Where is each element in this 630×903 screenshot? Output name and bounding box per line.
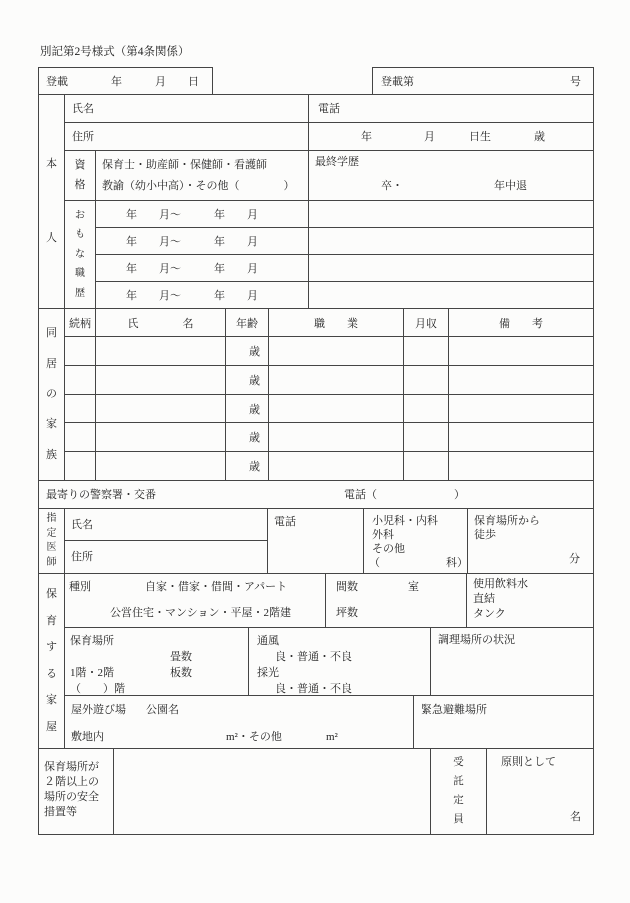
doctor-name-label: 氏名 xyxy=(71,519,93,531)
house-rooms-cell xyxy=(325,573,467,628)
house-section-char: 保 xyxy=(46,588,57,601)
house-section-label xyxy=(38,573,65,749)
person-phone-label: 電話 xyxy=(318,103,340,115)
registration-date-placeholder: 年 月 日 xyxy=(111,76,199,88)
family-income-cell xyxy=(403,365,449,395)
house-place-cell xyxy=(64,627,249,696)
doctor-section-char: 師 xyxy=(46,557,57,569)
career-period-text: 年 月～ 年 月 xyxy=(126,290,258,302)
doctor-dept-line2: 外科 xyxy=(372,529,394,541)
person-section-char: 本 xyxy=(46,157,57,170)
emergency-cell xyxy=(413,695,594,749)
doctor-section-char: 医 xyxy=(46,542,57,554)
floor-paren-label: （ ）階 xyxy=(70,683,125,695)
family-col-income xyxy=(403,308,449,337)
family-job-cell xyxy=(268,451,404,481)
education-cell xyxy=(308,150,594,201)
family-note-cell xyxy=(448,422,594,452)
doctor-distance-line1: 保育場所から xyxy=(474,515,540,527)
house-section-char: す xyxy=(46,641,57,654)
capacity-label-char: 託 xyxy=(453,775,464,787)
house-kitchen-cell xyxy=(430,627,594,696)
light-label: 採光 xyxy=(257,667,279,679)
safety-label-cell xyxy=(38,748,114,835)
police-station-cell xyxy=(38,480,594,509)
family-note-cell xyxy=(448,365,594,395)
career-section-label xyxy=(64,200,96,309)
career-period-text: 年 月～ 年 月 xyxy=(126,263,258,275)
capacity-principle-label: 原則として xyxy=(501,756,556,768)
qualification-line2: 教諭（幼小中高）・その他（ ） xyxy=(102,180,295,192)
family-col-age-label: 年齢 xyxy=(236,317,258,330)
family-age-unit: 歳 xyxy=(249,375,260,387)
capacity-label-char: 員 xyxy=(453,813,464,825)
family-job-cell xyxy=(268,365,404,395)
registration-number-box xyxy=(372,67,594,95)
kitchen-label: 調理場所の状況 xyxy=(438,634,515,646)
family-col-name-label: 氏 名 xyxy=(127,317,194,330)
career-detail-cell xyxy=(308,200,594,228)
house-type-label: 種別 xyxy=(69,581,91,593)
career-detail-cell xyxy=(308,254,594,282)
capacity-label-cell xyxy=(430,748,487,835)
career-label-char: 歴 xyxy=(75,287,85,299)
vent-options: 良・普通・不良 xyxy=(275,651,352,663)
birth-month-label: 月 xyxy=(424,131,435,143)
doctor-address-label: 住所 xyxy=(71,551,93,563)
doctor-section-char: 指 xyxy=(46,512,57,524)
registration-number-unit: 号 xyxy=(570,76,581,88)
family-age-cell xyxy=(225,336,269,366)
family-income-cell xyxy=(403,422,449,452)
family-col-note xyxy=(448,308,594,337)
qualification-label xyxy=(64,150,96,201)
family-note-cell xyxy=(448,394,594,423)
family-section-char: 家 xyxy=(46,418,57,431)
family-relation-cell xyxy=(64,336,96,366)
career-period-text: 年 月～ 年 月 xyxy=(126,209,258,221)
house-water-cell xyxy=(466,573,594,628)
water-direct-label: 直結 xyxy=(473,593,495,605)
house-section-char: 屋 xyxy=(46,720,57,733)
family-col-note-label: 備 考 xyxy=(499,317,543,330)
person-phone-cell xyxy=(308,94,594,123)
family-section-char: 族 xyxy=(46,448,57,461)
qualification-label-char: 格 xyxy=(74,179,86,191)
house-type-cell xyxy=(64,573,326,628)
family-col-job-label: 職 業 xyxy=(314,317,358,330)
family-age-unit: 歳 xyxy=(249,461,260,473)
age-unit-label: 歳 xyxy=(534,131,545,143)
sqm-other-label: m²・その他 xyxy=(226,731,282,743)
police-station-label: 最寄りの警察署・交番 xyxy=(46,489,156,501)
family-age-cell xyxy=(225,422,269,452)
family-col-income-label: 月収 xyxy=(415,317,437,330)
career-period-cell xyxy=(95,254,309,282)
person-section-char: 人 xyxy=(46,232,57,245)
family-section-char: の xyxy=(46,387,57,400)
place-label: 保育場所 xyxy=(70,635,114,647)
emergency-label: 緊急避難場所 xyxy=(421,704,487,716)
education-grad-label: 卒・ xyxy=(381,180,403,192)
park-label: 公園名 xyxy=(146,704,179,716)
family-note-cell xyxy=(448,451,594,481)
capacity-label-char: 受 xyxy=(453,756,464,768)
family-section-char: 居 xyxy=(46,357,57,370)
registration-date-box xyxy=(38,67,213,95)
board-label: 板数 xyxy=(170,667,192,679)
family-age-unit: 歳 xyxy=(249,432,260,444)
birth-year-label: 年 xyxy=(361,131,372,143)
career-detail-cell xyxy=(308,227,594,255)
house-vent-cell xyxy=(248,627,431,696)
family-job-cell xyxy=(268,394,404,423)
qualification-line1: 保育士・助産師・保健師・看護師 xyxy=(102,159,267,171)
family-note-cell xyxy=(448,336,594,366)
capacity-unit-label: 名 xyxy=(570,811,581,824)
doctor-dept-line4: （ 科） xyxy=(369,557,468,569)
house-outdoor-cell xyxy=(64,695,414,749)
safety-line2: ２階以上の xyxy=(44,776,99,788)
family-relation-cell xyxy=(64,451,96,481)
doctor-section-label xyxy=(38,508,65,574)
career-label-char: な xyxy=(75,248,85,260)
sqm-label: m² xyxy=(326,731,338,743)
career-label-char: お xyxy=(75,209,85,221)
house-section-char: る xyxy=(46,667,57,680)
family-relation-cell xyxy=(64,394,96,423)
doctor-department-cell xyxy=(363,508,468,574)
family-income-cell xyxy=(403,394,449,423)
career-period-cell xyxy=(95,281,309,309)
doctor-name-cell xyxy=(64,508,268,541)
water-label: 使用飲料水 xyxy=(473,578,528,590)
safety-line3: 場所の安全 xyxy=(44,791,99,803)
family-col-name xyxy=(95,308,226,337)
family-age-cell xyxy=(225,365,269,395)
family-col-age xyxy=(225,308,269,337)
house-type-options2: 公営住宅・マンション・平屋・2階建 xyxy=(110,607,292,619)
qualification-label-char: 資 xyxy=(74,159,86,171)
house-type-options1: 自家・借家・借間・アパート xyxy=(145,581,288,593)
birth-day-label: 日生 xyxy=(469,131,491,143)
house-section-char: 育 xyxy=(46,614,57,627)
premises-label: 敷地内 xyxy=(71,731,104,743)
career-label-char: も xyxy=(75,229,85,240)
family-col-relation xyxy=(64,308,96,337)
police-phone-label: 電話（ ） xyxy=(344,489,465,501)
doctor-distance-line2: 徒歩 xyxy=(474,529,496,541)
family-age-cell xyxy=(225,394,269,423)
career-period-text: 年 月～ 年 月 xyxy=(126,236,258,248)
family-name-cell xyxy=(95,336,226,366)
family-name-cell xyxy=(95,451,226,481)
doctor-phone-cell xyxy=(267,508,364,574)
family-age-cell xyxy=(225,451,269,481)
family-section-char: 同 xyxy=(46,327,57,340)
doctor-dept-line1: 小児科・内科 xyxy=(372,515,438,527)
registration-label: 登載 xyxy=(46,76,68,88)
safety-line4: 措置等 xyxy=(44,806,77,818)
family-col-job xyxy=(268,308,404,337)
doctor-address-cell xyxy=(64,540,268,574)
family-section-label xyxy=(38,308,65,481)
capacity-value-cell xyxy=(486,748,594,835)
safety-detail-cell xyxy=(113,748,431,835)
doctor-section-char: 定 xyxy=(46,527,57,539)
capacity-label-char: 定 xyxy=(453,794,464,806)
person-address-label: 住所 xyxy=(72,131,94,143)
light-options: 良・普通・不良 xyxy=(275,683,352,695)
career-label-char: 職 xyxy=(75,268,85,279)
family-name-cell xyxy=(95,422,226,452)
family-age-unit: 歳 xyxy=(249,404,260,416)
family-age-unit: 歳 xyxy=(249,346,260,358)
safety-line1: 保育場所が xyxy=(44,761,99,773)
doctor-distance-unit: 分 xyxy=(569,553,580,566)
registration-number-label: 登載第 xyxy=(381,76,414,88)
person-name-cell xyxy=(64,94,309,123)
doctor-phone-label: 電話 xyxy=(274,516,296,528)
family-name-cell xyxy=(95,394,226,423)
person-birth-cell xyxy=(308,122,594,151)
person-address-cell xyxy=(64,122,309,151)
family-job-cell xyxy=(268,336,404,366)
family-income-cell xyxy=(403,336,449,366)
doctor-dept-line3: その他 xyxy=(372,543,405,555)
family-relation-cell xyxy=(64,422,96,452)
form-title: 別記第2号様式（第4条関係） xyxy=(40,46,190,58)
family-name-cell xyxy=(95,365,226,395)
house-section-char: 家 xyxy=(46,694,57,707)
tatami-label: 畳数 xyxy=(170,651,192,663)
person-section-label xyxy=(38,94,65,309)
family-income-cell xyxy=(403,451,449,481)
family-relation-cell xyxy=(64,365,96,395)
doctor-distance-cell xyxy=(467,508,594,574)
career-period-cell xyxy=(95,200,309,228)
career-period-cell xyxy=(95,227,309,255)
rooms-unit: 室 xyxy=(408,581,419,593)
outdoor-label: 屋外遊び場 xyxy=(71,704,126,716)
education-label: 最終学歴 xyxy=(315,156,359,168)
family-col-relation-label: 続柄 xyxy=(69,317,91,330)
water-tank-label: タンク xyxy=(473,608,506,620)
tsubo-label: 坪数 xyxy=(336,607,358,619)
career-detail-cell xyxy=(308,281,594,309)
rooms-label: 間数 xyxy=(336,581,358,593)
qualification-options-cell xyxy=(95,150,309,201)
vent-label: 通風 xyxy=(257,635,279,647)
person-name-label: 氏名 xyxy=(72,103,94,115)
education-midway-label: 年中退 xyxy=(494,180,527,192)
floors-label: 1階・2階 xyxy=(70,667,114,679)
family-job-cell xyxy=(268,422,404,452)
